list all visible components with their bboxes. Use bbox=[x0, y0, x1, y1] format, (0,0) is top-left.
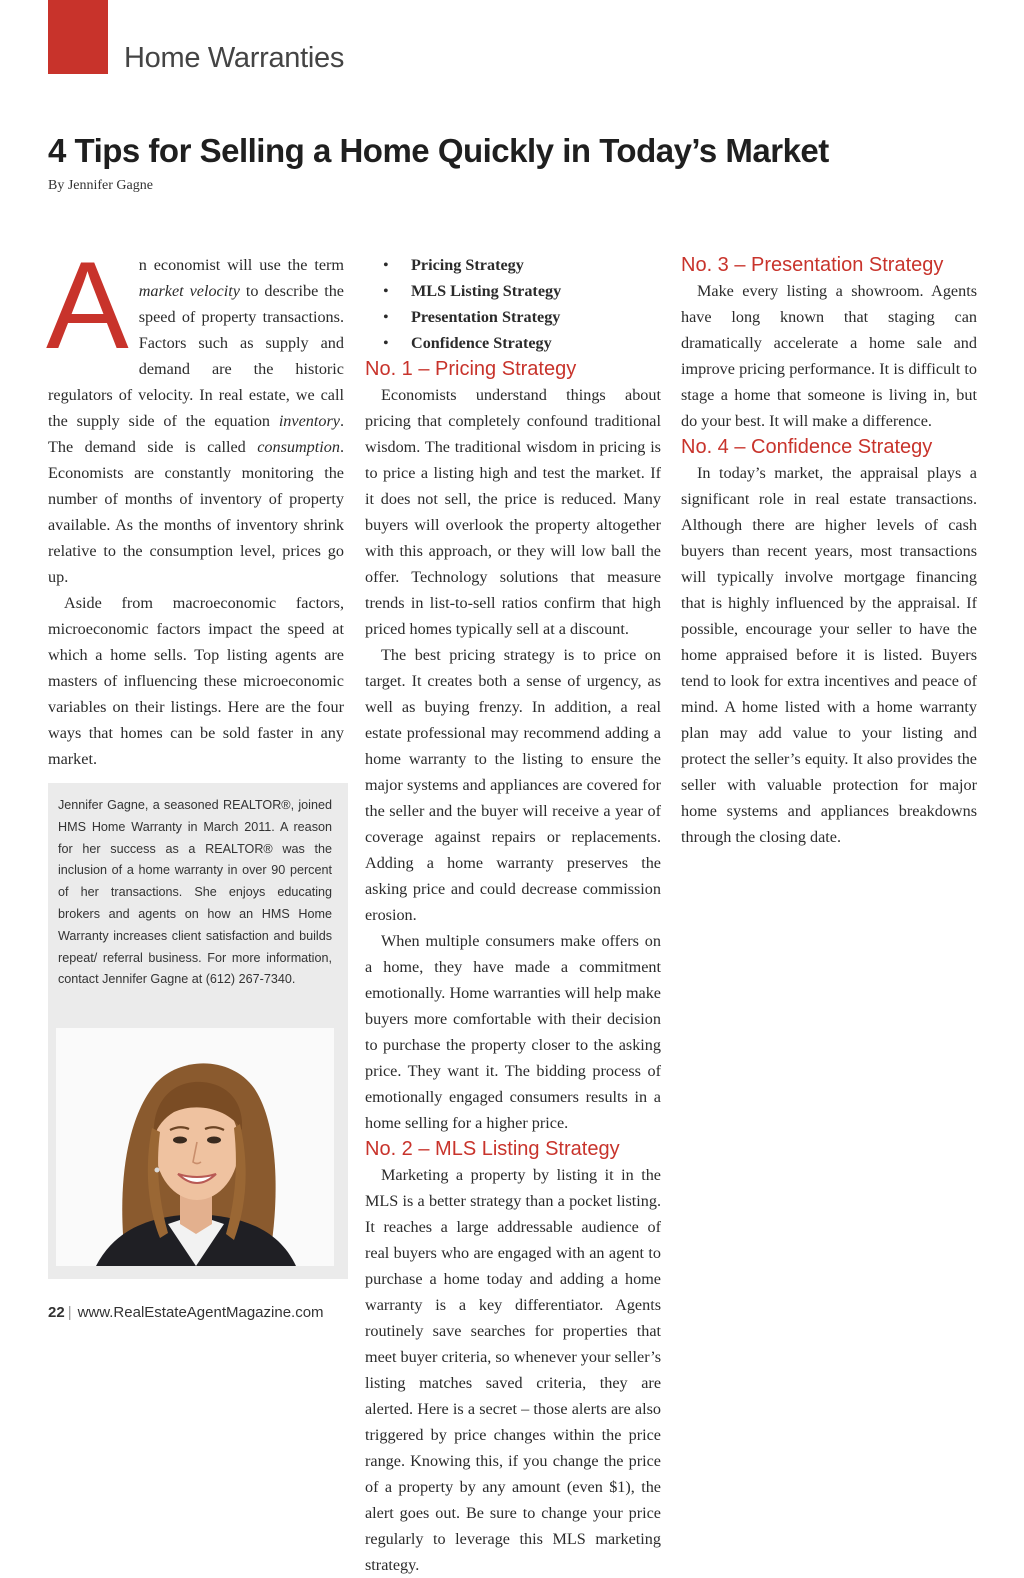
strategy-list-item: • Confidence Strategy bbox=[383, 330, 661, 356]
strategy-list bbox=[365, 252, 661, 356]
subhead-pricing-strategy: No. 1 – Pricing Strategy bbox=[365, 358, 577, 380]
footer-website-link[interactable]: www.RealEstateAgentMagazine.com bbox=[77, 1304, 324, 1321]
footer-separator: | bbox=[67, 1304, 72, 1321]
intro-text: n economist will use the term bbox=[138, 256, 344, 274]
subhead-confidence-strategy: No. 4 – Confidence Strategy bbox=[681, 436, 933, 458]
subhead-mls-strategy: No. 2 – MLS Listing Strategy bbox=[365, 1138, 620, 1160]
strategy-list-item: • Pricing Strategy bbox=[383, 252, 661, 278]
intro-text: to describe the speed of property transactions. Factors such as supply and demand are the historic regulators of velocity. In real estate, we call the supply side of the equation bbox=[48, 282, 344, 430]
article-headline: 4 Tips for Selling a Home Quickly in Today’s Market bbox=[48, 132, 829, 169]
intro-text: . Economists are constantly monitoring the number of months of inventory of property available. As the months of inventory shrink relative to the consumption level, prices go up. bbox=[48, 438, 344, 586]
section-title: Home Warranties bbox=[124, 42, 345, 74]
section-color-block bbox=[48, 0, 108, 74]
article-byline: By Jennifer Gagne bbox=[48, 178, 153, 193]
subhead-presentation-strategy: No. 3 – Presentation Strategy bbox=[681, 254, 944, 276]
article-column-1 bbox=[46, 237, 344, 772]
author-sidebar bbox=[48, 783, 348, 1279]
author-bio: Jennifer Gagne, a seasoned REALTOR®, joined HMS Home Warranty in March 2011. A reason for her success as a REALTOR® was the inclusion of a home warranty in over 90 percent of her transactions. She enjoys educating brokers and agents on how an HMS Home Warranty increases client satisfaction and builds repeat/ referral business. For more information, contact Jennifer Gagne at (612) 267-7340. bbox=[58, 798, 332, 987]
paragraph-pricing-1: Economists understand things about pricing that completely confound traditional wisdom. The traditional wisdom in pricing is to price a listing high and test the market. If it does not sell, the price is reduced. Many buyers will overlook the property altogether with this approach, or they will low ball the offer. Technology solutions that measure trends in list-to-sell ratios confirm that high priced homes typically sell at a discount. bbox=[365, 386, 661, 638]
author-portrait-image bbox=[56, 1028, 334, 1266]
page-footer bbox=[48, 1304, 324, 1321]
strategy-list-item: • Presentation Strategy bbox=[383, 304, 661, 330]
intro-term-inventory: inventory bbox=[278, 412, 340, 430]
intro-term-market-velocity: market velocity bbox=[138, 282, 240, 300]
paragraph-microeconomic: Aside from macroeconomic factors, microeconomic factors impact the speed at which a home sells. Top listing agents are masters of influencing these microeconomic variables on their listings. Here are the four ways that homes can be sold faster in any market. bbox=[48, 594, 344, 768]
author-photo bbox=[56, 1028, 334, 1266]
intro-term-consumption: consumption bbox=[257, 438, 340, 456]
intro-text: . The demand side is called bbox=[48, 412, 344, 456]
paragraph-presentation-1: Make every listing a showroom. Agents have long known that staging can dramatically accelerate a home sale and improve pricing performance. It is difficult to stage a home that someone is living in, but do your best. It will make a difference. bbox=[681, 282, 977, 430]
paragraph-confidence-1: In today’s market, the appraisal plays a significant role in real estate transactions. Although there are higher levels of cash buyers than recent years, most transactions will typically involve mortgage financing that is highly influenced by the appraisal. If possible, encourage your seller to have the home appraised before it is listed. Buyers tend to look for extra incentives and peace of mind. A home listed with a home warranty plan may add value to your listing and protect the seller’s equity. It also provides the seller with valuable protection for major home systems and appliances breakdowns through the closing date. bbox=[681, 464, 977, 846]
page-number: 22 bbox=[48, 1304, 65, 1321]
paragraph-pricing-2: The best pricing strategy is to price on target. It creates both a sense of urgency, as well as buying frenzy. In addition, a real estate professional may recommend adding a home warranty to the listing to ensure the major systems and appliances are covered for the seller and the buyer will receive a year of coverage against repairs or replacements. Adding a home warranty preserves the asking price and could decrease commission erosion. bbox=[365, 646, 661, 924]
intro-paragraph bbox=[46, 237, 344, 590]
paragraph-pricing-3: When multiple consumers make offers on a home, they have made a commitment emotionally. Home warranties will help make buyers more comfortable with their decision to purchase the property closer to the asking price. They want it. The bidding process of emotionally engaged consumers results in a home selling for a higher price. bbox=[365, 932, 661, 1132]
article-column-3 bbox=[681, 252, 977, 850]
article-column-2 bbox=[365, 252, 661, 1578]
drop-cap: A bbox=[46, 237, 129, 375]
strategy-list-item: • MLS Listing Strategy bbox=[383, 278, 661, 304]
paragraph-mls-1: Marketing a property by listing it in the MLS is a better strategy than a pocket listing. It reaches a large addressable audience of real buyers who are engaged with an agent to purchase a home today and adding a home warranty is a key differentiator. Agents routinely save searches for properties that meet buyer criteria, so whenever your seller’s listing matches saved criteria, they are alerted. Here is a secret – those alerts are also triggered by price changes within the price range. Knowing this, if you change the price of a property by any amount (even $1), the alert goes out. Be sure to change your price regularly to leverage this MLS marketing strategy. bbox=[365, 1166, 661, 1574]
